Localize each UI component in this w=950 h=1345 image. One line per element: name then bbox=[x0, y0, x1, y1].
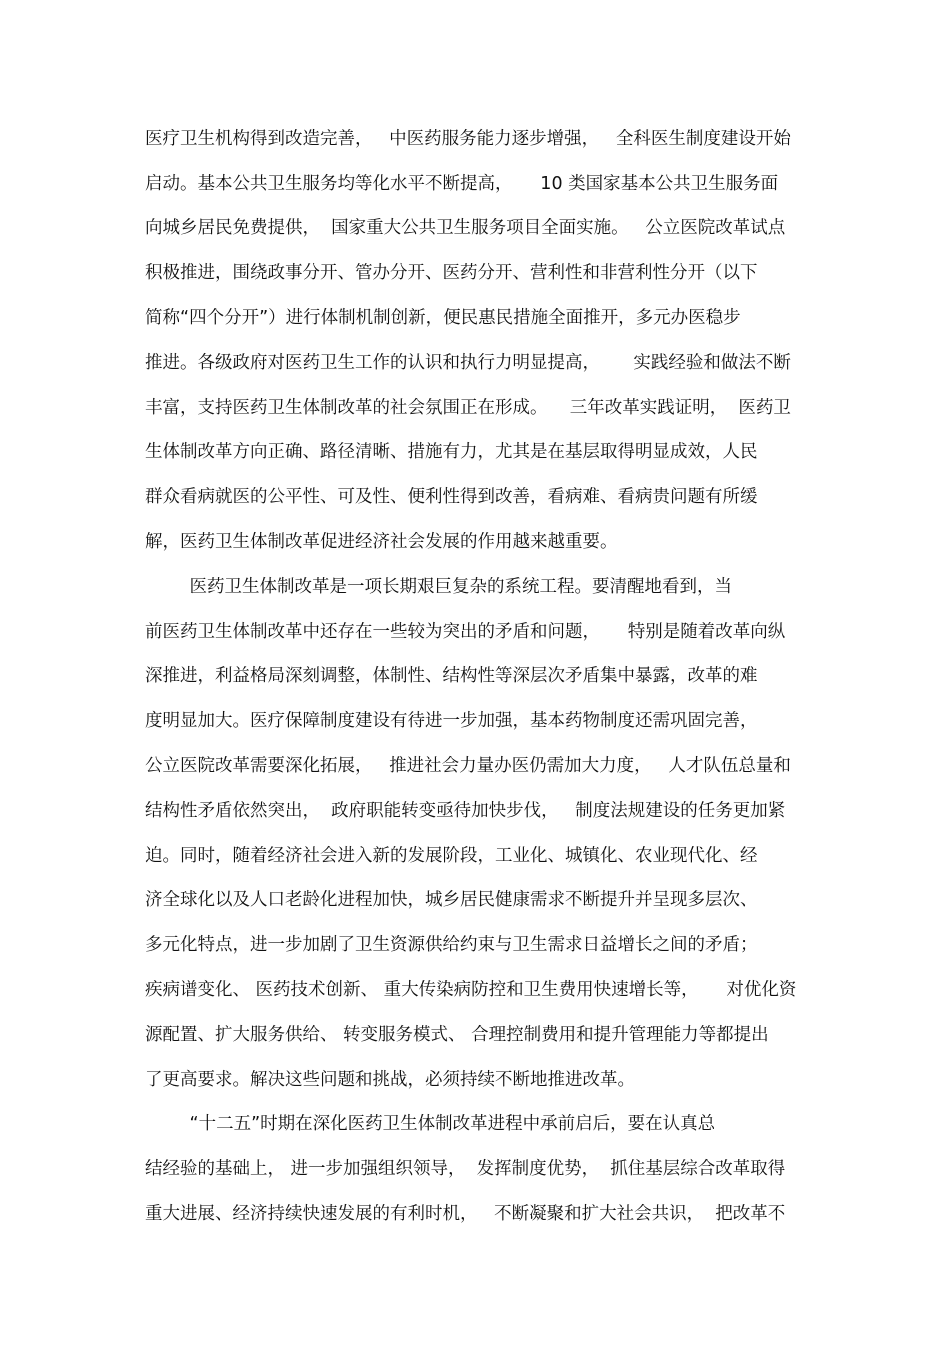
text-line: 群众看病就医的公平性、可及性、便利性得到改善，看病难、看病贵问题有所缓 bbox=[145, 487, 758, 507]
text-line: 向城乡居民免费提供， 国家重大公共卫生服务项目全面实施。 公立医院改革试点 bbox=[145, 218, 786, 238]
text-line: 结经验的基础上， 进一步加强组织领导， 发挥制度优势， 抓住基层综合改革取得 bbox=[145, 1159, 786, 1179]
text-line: 深推进，利益格局深刻调整，体制性、结构性等深层次矛盾集中暴露，改革的难 bbox=[145, 666, 758, 686]
text-line: 简称“四个分开”）进行体制机制创新，便民惠民措施全面推开，多元办医稳步 bbox=[145, 308, 741, 328]
paragraph-start-line: “十二五”时期在深化医药卫生体制改革进程中承前启后，要在认真总 bbox=[145, 1114, 716, 1134]
text-line: 公立医院改革需要深化拓展， 推进社会力量办医仍需加大力度， 人才队伍总量和 bbox=[145, 756, 791, 776]
text-line: 医疗卫生机构得到改造完善， 中医药服务能力逐步增强， 全科医生制度建设开始 bbox=[145, 129, 791, 149]
text-line: 度明显加大。医疗保障制度建设有待进一步加强，基本药物制度还需巩固完善， bbox=[145, 711, 758, 731]
paragraph-start-line: 医药卫生体制改革是一项长期艰巨复杂的系统工程。要清醒地看到，当 bbox=[145, 577, 732, 597]
text-line: 推进。各级政府对医药卫生工作的认识和执行力明显提高， 实践经验和做法不断 bbox=[145, 353, 791, 373]
text-line: 结构性矛盾依然突出， 政府职能转变亟待加快步伐， 制度法规建设的任务更加紧 bbox=[145, 801, 786, 821]
text-line: 济全球化以及人口老龄化进程加快，城乡居民健康需求不断提升并呈现多层次、 bbox=[145, 890, 758, 910]
text-line: 前医药卫生体制改革中还存在一些较为突出的矛盾和问题， 特别是随着改革向纵 bbox=[145, 622, 786, 642]
text-line: 疾病谱变化、 医药技术创新、 重大传染病防控和卫生费用快速增长等， 对优化资 bbox=[145, 980, 797, 1000]
text-line: 丰富，支持医药卫生体制改革的社会氛围正在形成。 三年改革实践证明， 医药卫 bbox=[145, 398, 791, 418]
text-line: 源配置、扩大服务供给、 转变服务模式、 合理控制费用和提升管理能力等都提出 bbox=[145, 1025, 769, 1045]
text-line: 积极推进，围绕政事分开、管办分开、医药分开、营利性和非营利性分开（以下 bbox=[145, 263, 758, 283]
text-line: 了更高要求。解决这些问题和挑战，必须持续不断地推进改革。 bbox=[145, 1070, 635, 1090]
text-line: 启动。基本公共卫生服务均等化水平不断提高， 10 类国家基本公共卫生服务面 bbox=[145, 174, 779, 194]
text-line: 解，医药卫生体制改革促进经济社会发展的作用越来越重要。 bbox=[145, 532, 618, 552]
text-line: 多元化特点，进一步加剧了卫生资源供给约束与卫生需求日益增长之间的矛盾； bbox=[145, 935, 758, 955]
text-line: 迫。同时，随着经济社会进入新的发展阶段，工业化、城镇化、农业现代化、经 bbox=[145, 846, 758, 866]
text-line: 生体制改革方向正确、路径清晰、措施有力，尤其是在基层取得明显成效，人民 bbox=[145, 442, 758, 462]
text-line: 重大进展、经济持续快速发展的有利时机， 不断凝聚和扩大社会共识， 把改革不 bbox=[145, 1204, 786, 1224]
